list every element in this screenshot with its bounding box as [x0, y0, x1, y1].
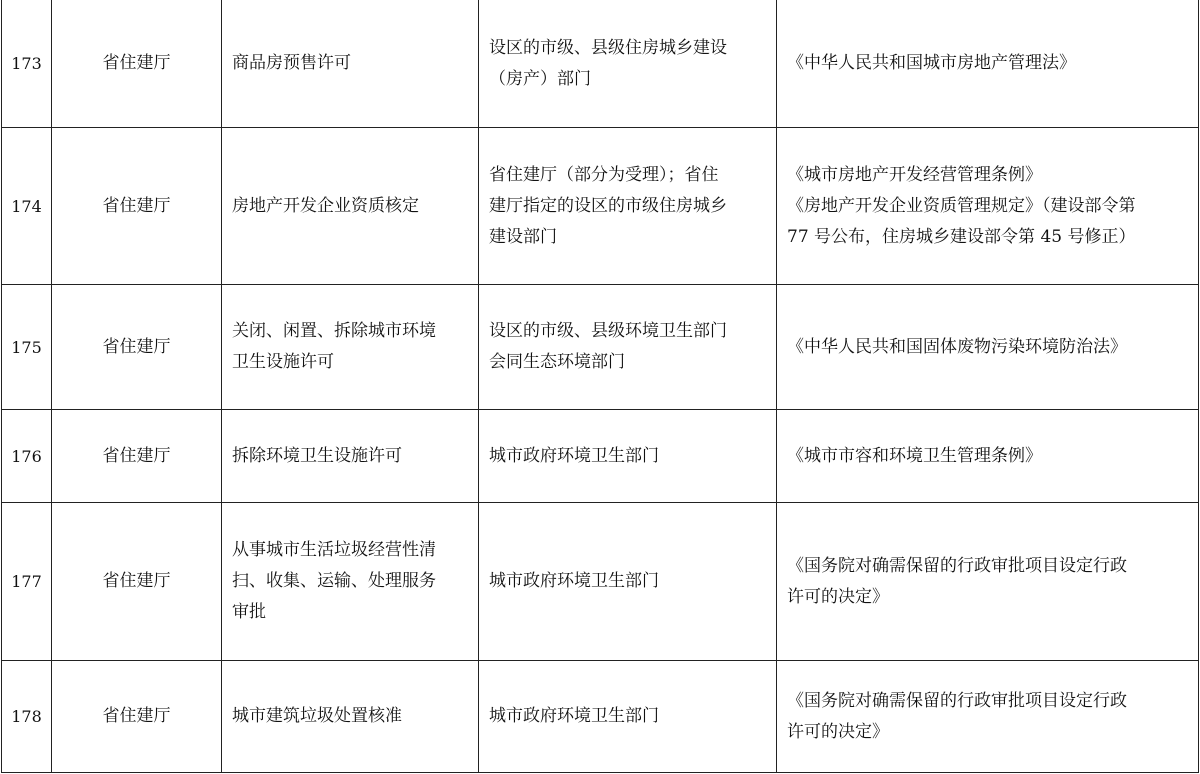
authority-cell	[479, 503, 777, 661]
text-line: 《国务院对确需保留的行政审批项目设定行政	[787, 555, 1127, 576]
row-number: 174	[2, 128, 52, 285]
table-row	[2, 410, 1199, 503]
table-row	[2, 661, 1199, 773]
row-number: 175	[2, 285, 52, 410]
text-line: 《中华人民共和国城市房地产管理法》	[787, 53, 1076, 73]
text-line: 城市政府环境卫生部门	[489, 706, 659, 726]
item-cell	[222, 503, 479, 661]
basis-cell	[777, 0, 1199, 128]
text-line: 城市政府环境卫生部门	[489, 445, 659, 466]
text-line: 许可的决定》	[787, 721, 889, 742]
text-line: 卫生设施许可	[232, 352, 334, 372]
item-cell	[222, 0, 479, 128]
row-number: 176	[2, 410, 52, 503]
authority-cell	[479, 0, 777, 128]
item-cell	[222, 285, 479, 410]
table-row	[2, 0, 1199, 128]
item-cell	[222, 128, 479, 285]
row-number: 173	[2, 0, 52, 128]
department-cell: 省住建厅	[52, 285, 222, 410]
department-cell: 省住建厅	[52, 661, 222, 773]
department-cell: 省住建厅	[52, 410, 222, 503]
text-line: 设区的市级、县级住房城乡建设	[489, 37, 727, 58]
row-number: 177	[2, 503, 52, 661]
text-line: 《城市房地产开发经营管理条例》	[787, 164, 1042, 185]
text-line: 设区的市级、县级环境卫生部门	[489, 321, 727, 341]
basis-cell	[777, 503, 1199, 661]
item-cell	[222, 410, 479, 503]
department-cell: 省住建厅	[52, 0, 222, 128]
text-line: 拆除环境卫生设施许可	[232, 445, 402, 466]
basis-cell	[777, 285, 1199, 410]
text-line: 房地产开发企业资质核定	[232, 195, 419, 216]
authority-cell	[479, 128, 777, 285]
text-line: 《房地产开发企业资质管理规定》（建设部令第	[787, 195, 1136, 216]
basis-cell	[777, 410, 1199, 503]
table-row	[2, 503, 1199, 661]
text-line: （房产）部门	[489, 68, 591, 89]
text-line: 建厅指定的设区的市级住房城乡	[489, 195, 727, 216]
text-line: 城市建筑垃圾处置核准	[232, 706, 402, 726]
department-cell: 省住建厅	[52, 503, 222, 661]
text-line: 关闭、闲置、拆除城市环境	[232, 321, 436, 341]
text-line: 扫、收集、运输、处理服务	[232, 571, 436, 591]
table-row	[2, 285, 1199, 410]
authority-cell	[479, 410, 777, 503]
item-cell	[222, 661, 479, 773]
text-line: 《中华人民共和国固体废物污染环境防治法》	[787, 336, 1127, 357]
text-line: 77 号公布，住房城乡建设部令第 45 号修正）	[787, 226, 1136, 247]
basis-cell	[777, 661, 1199, 773]
authority-cell	[479, 285, 777, 410]
approval-items-table	[1, 0, 1199, 773]
text-line: 建设部门	[489, 226, 557, 247]
text-line: 《国务院对确需保留的行政审批项目设定行政	[787, 690, 1127, 711]
text-line: 省住建厅（部分为受理）；省住	[489, 164, 719, 185]
authority-cell	[479, 661, 777, 773]
text-line: 从事城市生活垃圾经营性清	[232, 540, 436, 560]
row-number: 178	[2, 661, 52, 773]
table-row	[2, 128, 1199, 285]
text-line: 商品房预售许可	[232, 53, 351, 73]
text-line: 会同生态环境部门	[489, 352, 625, 372]
text-line: 城市政府环境卫生部门	[489, 571, 659, 591]
department-cell: 省住建厅	[52, 128, 222, 285]
text-line: 《城市市容和环境卫生管理条例》	[787, 445, 1042, 466]
basis-cell	[777, 128, 1199, 285]
text-line: 审批	[232, 602, 266, 622]
text-line: 许可的决定》	[787, 586, 889, 607]
